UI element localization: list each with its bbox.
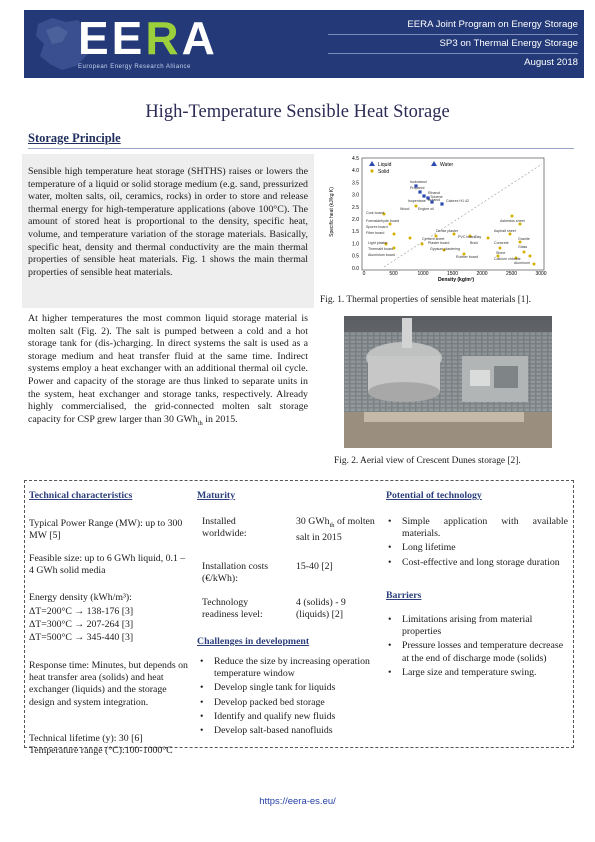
svg-text:Water: Water	[440, 162, 454, 168]
y-tick-label: 0.5	[352, 253, 359, 260]
point-label: Ethanol	[428, 191, 441, 195]
logo-wordmark: EERA	[78, 12, 218, 64]
y-tick-label: 4.0	[352, 168, 359, 175]
point-label: Fiber board	[366, 231, 385, 235]
maturity-installed-value: 30 GWh$_{th}$ of molten salt in 2015	[296, 516, 375, 544]
scatter-point	[523, 251, 526, 254]
svg-text:Specific heat (kJ/kg K): Specific heat (kJ/kg K)	[329, 187, 335, 237]
challenges-heading: Challenges in development	[197, 636, 310, 647]
challenges-list	[198, 656, 378, 739]
scatter-point	[529, 255, 532, 258]
principle-paragraph-1: Sensible high temperature heat storage (SHTHS) raises or lowers the temperature of a liquid or solid storage medium (e.g. sand, pressurized water, molten salts, oil, ceramics, rocks) in order to store and release thermal energy for high-temperature applications (above 100°C). The amount of stored heat is proportional to the density, specific heat, volume, and temperature variation of the storage materials. Basically, specific heat, density and thermal conductivity are the main thermal properties of sensible heat materials. Fig. 1 shows the main thermal properties of sensible heat materials.	[28, 166, 308, 278]
footer-website-link[interactable]: https://eera-es.eu/	[259, 796, 336, 807]
point-label: Stone	[496, 251, 506, 255]
list-item: • Develop salt-based nanofluids	[198, 725, 378, 737]
maturity-cost-value: 15-40 [2]	[296, 561, 333, 572]
scatter-point	[533, 263, 536, 266]
svg-text:Liquid: Liquid	[378, 162, 392, 168]
point-label: Wood	[400, 207, 410, 211]
figure-1-caption: Fig. 1. Thermal properties of sensible heat materials [1].	[320, 295, 531, 305]
point-label: Dense plaster	[436, 229, 459, 233]
point-label: Toluene	[430, 195, 443, 199]
scatter-point	[511, 215, 514, 218]
figure-thermal-properties-scatter	[324, 152, 568, 282]
point-label: Cement sheet	[422, 237, 445, 241]
list-item: • Reduce the size by increasing operation temperature window	[198, 656, 378, 680]
energy-density-500: ΔT=500°C → 345-440 [3]	[29, 632, 134, 643]
maturity-installed-label: Installed worldwide:	[202, 516, 247, 540]
point-label: Butanol	[428, 198, 441, 202]
scatter-point	[421, 243, 424, 246]
scatter-point	[499, 247, 502, 250]
point-label: Isobutanol	[410, 180, 427, 184]
list-item: • Large size and temperature swing.	[386, 667, 568, 679]
scatter-point	[409, 237, 412, 240]
x-tick-label: 0	[362, 271, 366, 277]
page-title: High-Temperature Sensible Heat Storage	[145, 102, 450, 122]
scatter-point	[422, 194, 425, 197]
energy-density-300: ΔT=300°C → 207-264 [3]	[29, 619, 134, 630]
y-tick-label: 1.0	[352, 241, 359, 248]
point-label: Thermalit board	[368, 247, 394, 251]
point-label: Rubber board	[456, 255, 478, 259]
temperature-range: Temperature range (°C):100-1000°C	[29, 745, 173, 756]
subprogram-name: SP3 on Thermal Energy Storage	[328, 37, 578, 54]
potential-heading: Potential of technology	[386, 490, 482, 501]
list-item: • Cost-effective and long storage duration	[386, 557, 568, 569]
point-label: Aluminium board	[368, 253, 395, 257]
response-time: Response time: Minutes, but depends on heat transfer area (solids) and heat exchanger (liquids) and the storage design and system integration.	[29, 660, 188, 708]
point-label: Brick	[470, 241, 478, 245]
point-label: Clay	[474, 235, 482, 239]
list-item: • Simple application with available materials.	[386, 516, 568, 540]
publication-date: August 2018	[524, 57, 578, 68]
logo-tagline: European Energy Research Alliance	[78, 64, 191, 70]
list-item: • Identify and qualify new fluids	[198, 711, 378, 723]
scatter-point	[393, 233, 396, 236]
x-axis-label: Density (kg/m³)	[437, 277, 475, 282]
x-tick-label: 2000	[476, 271, 488, 277]
point-label: Concrete	[494, 241, 509, 245]
point-label: Light plaster	[368, 241, 388, 245]
y-tick-label: 3.5	[352, 180, 359, 187]
scatter-point	[487, 237, 490, 240]
point-label: Isopentane	[408, 199, 426, 203]
banner-info	[328, 18, 578, 74]
eera-logo	[32, 14, 232, 74]
header-banner	[24, 10, 584, 78]
section-divider	[28, 148, 574, 149]
point-label: Propanol	[410, 186, 425, 190]
scatter-point	[440, 202, 443, 205]
section-heading-principle: Storage Principle	[28, 131, 121, 145]
maturity-heading: Maturity	[197, 490, 236, 501]
point-label: Plaster board	[428, 241, 450, 245]
maturity-trl-value: 4 (solids) - 9 (liquids) [2]	[296, 597, 346, 621]
maturity-trl-label: Technology readiness level:	[202, 597, 263, 621]
barriers-list	[386, 614, 568, 681]
barriers-heading: Barriers	[386, 590, 422, 601]
maturity-cost-label: Installation costs (€/kWh):	[202, 561, 269, 585]
point-label: Granite	[518, 237, 530, 241]
point-label: Cork board	[366, 211, 384, 215]
program-name: EERA Joint Program on Energy Storage	[328, 18, 578, 35]
point-label: Calcium chloride	[494, 257, 521, 261]
list-item: • Pressure losses and temperature decrease at the end of discharge mode (solids)	[386, 640, 568, 664]
point-label: Sporex board	[366, 225, 388, 229]
list-item: • Develop packed bed storage	[198, 697, 378, 709]
feasible-size: Feasible size: up to 6 GWh liquid, 0.1 – 4 GWh solid media	[29, 553, 186, 577]
x-tick-label: 2500	[505, 271, 518, 277]
point-label: Formaldehyde board	[366, 219, 400, 223]
energy-density-label: Energy density (kWh/m³):	[29, 592, 132, 603]
y-axis-label	[329, 187, 335, 237]
y-tick-label: 2.0	[352, 217, 359, 223]
point-label: Aluminum	[514, 261, 530, 265]
principle-paragraph-2: At higher temperatures the most common liquid storage material is molten salt (Fig. 2). The salt is pumped between a cold and a hot storage tank for (dis-)charging. In direct systems the salt is used as a storage medium and heat transfer fluid at the same time. Indirect systems employ a heat exchanger with an additional thermal oil cycle. Power and capacity of the storage are thus linked to separate units in the system, heat exchanger and storage tanks, respectively. Already highly commercialised, the grid-connected molten salt storage capacity for CSP grew larger than 30 GWh$_{th}$ in 2015.	[28, 313, 308, 427]
energy-density-200: ΔT=200°C → 138-176 [3]	[29, 606, 134, 617]
technical-lifetime: Technical lifetime (y): 30 [6]	[29, 733, 143, 744]
y-tick-label: 0.0	[352, 265, 359, 272]
point-label: Glass	[518, 245, 528, 249]
legend-solid-marker	[370, 169, 373, 172]
list-item: • Develop single tank for liquids	[198, 682, 378, 694]
list-item: • Long lifetime	[386, 542, 568, 554]
x-tick-label: 1000	[417, 271, 429, 277]
point-label: Asphalt sheet	[494, 229, 516, 233]
point-label: Calorex H1.42	[446, 199, 469, 203]
point-label: Engine oil	[418, 207, 434, 211]
svg-text:Solid: Solid	[378, 169, 390, 175]
scatter-point	[418, 190, 421, 193]
y-tick-label: 3.0	[352, 192, 359, 199]
potential-list	[386, 516, 568, 571]
x-tick-label: 3000	[535, 271, 547, 277]
y-tick-label: 2.5	[352, 204, 359, 211]
x-tick-label: 500	[389, 271, 398, 277]
point-label: Asbestos sheet	[500, 219, 525, 223]
power-range: Typical Power Range (MW): up to 300 MW [5]	[29, 518, 183, 542]
technical-heading: Technical characteristics	[29, 490, 133, 501]
y-tick-label: 1.5	[352, 229, 359, 236]
y-tick-label: 4.5	[352, 156, 359, 162]
figure-2-caption: Fig. 2. Aerial view of Crescent Dunes storage [2].	[334, 456, 521, 466]
x-tick-label: 1500	[446, 271, 459, 277]
crescent-dunes-aerial-photo	[344, 316, 552, 448]
list-item: • Limitations arising from material properties	[386, 614, 568, 638]
point-label: Gypsum plastering	[430, 247, 460, 251]
point-label: PVC board	[458, 235, 476, 239]
